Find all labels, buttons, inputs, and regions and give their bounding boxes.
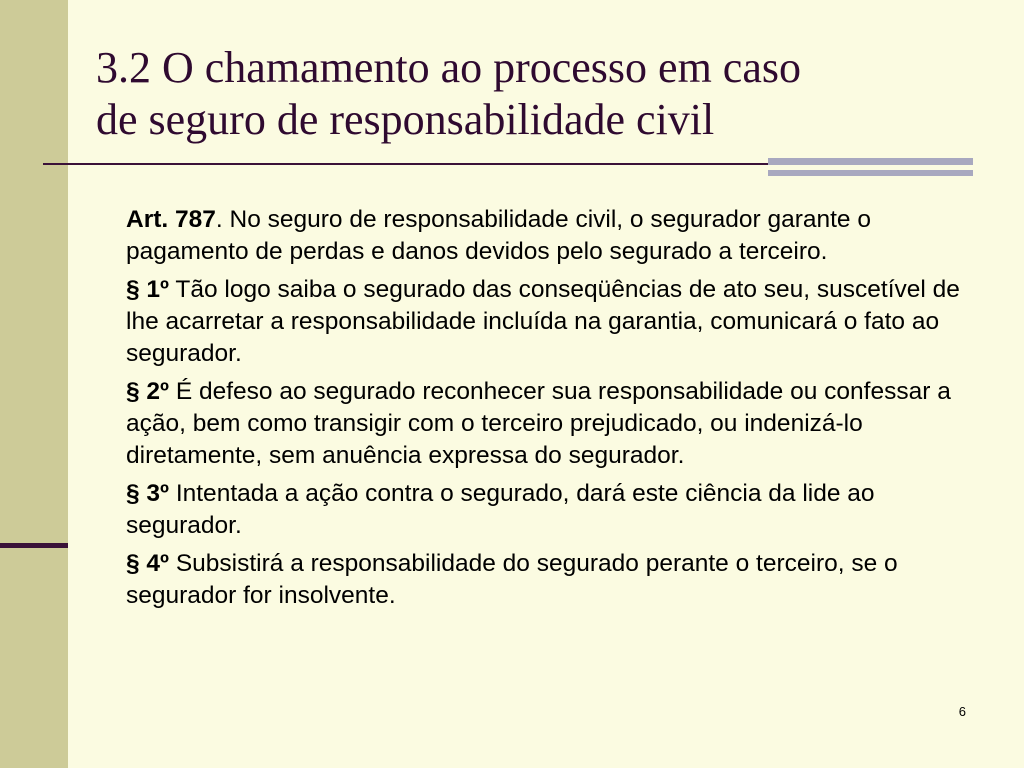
side-bar	[0, 0, 68, 768]
paragraph-1-text: Tão logo saiba o segurado das conseqüências de ato seu, suscetível de lhe acarretar a responsabilidade incluída na garantia, comunicará o fato ao segurador.	[126, 276, 960, 367]
paragraph-2-text: É defeso ao segurado reconhecer sua responsabilidade ou confessar a ação, bem como transigir com o terceiro prejudicado, ou indenizá-lo diretamente, sem anuência expressa do segurador.	[126, 378, 951, 469]
article-label: Art. 787	[126, 206, 216, 233]
slide-title	[96, 42, 996, 146]
title-accent-bar-bottom	[768, 170, 973, 176]
paragraph-1	[126, 274, 991, 370]
paragraph-3-label: § 3º	[126, 480, 170, 507]
side-accent-line	[0, 543, 68, 548]
paragraph-2	[126, 376, 991, 472]
paragraph-1-label: § 1º	[126, 276, 170, 303]
paragraph-4	[126, 548, 991, 612]
paragraph-3-text: Intentada a ação contra o segurado, dará este ciência da lide ao segurador.	[126, 480, 875, 539]
paragraph-2-label: § 2º	[126, 378, 170, 405]
paragraph-4-label: § 4º	[126, 550, 170, 577]
title-accent	[768, 158, 973, 178]
article-text: . No seguro de responsabilidade civil, o segurador garante o pagamento de perdas e danos devidos pelo segurado a terceiro.	[126, 206, 871, 265]
paragraph-3	[126, 478, 991, 542]
slide-title-line-2: de seguro de responsabilidade civil	[96, 95, 715, 144]
title-accent-bar-top	[768, 158, 973, 165]
slide-body	[126, 204, 991, 618]
page-number: 6	[958, 704, 966, 719]
article-paragraph	[126, 204, 991, 268]
slide-title-line-1: 3.2 O chamamento ao processo em caso	[96, 43, 801, 92]
paragraph-4-text: Subsistirá a responsabilidade do segurado perante o terceiro, se o segurador for insolvente.	[126, 550, 898, 609]
